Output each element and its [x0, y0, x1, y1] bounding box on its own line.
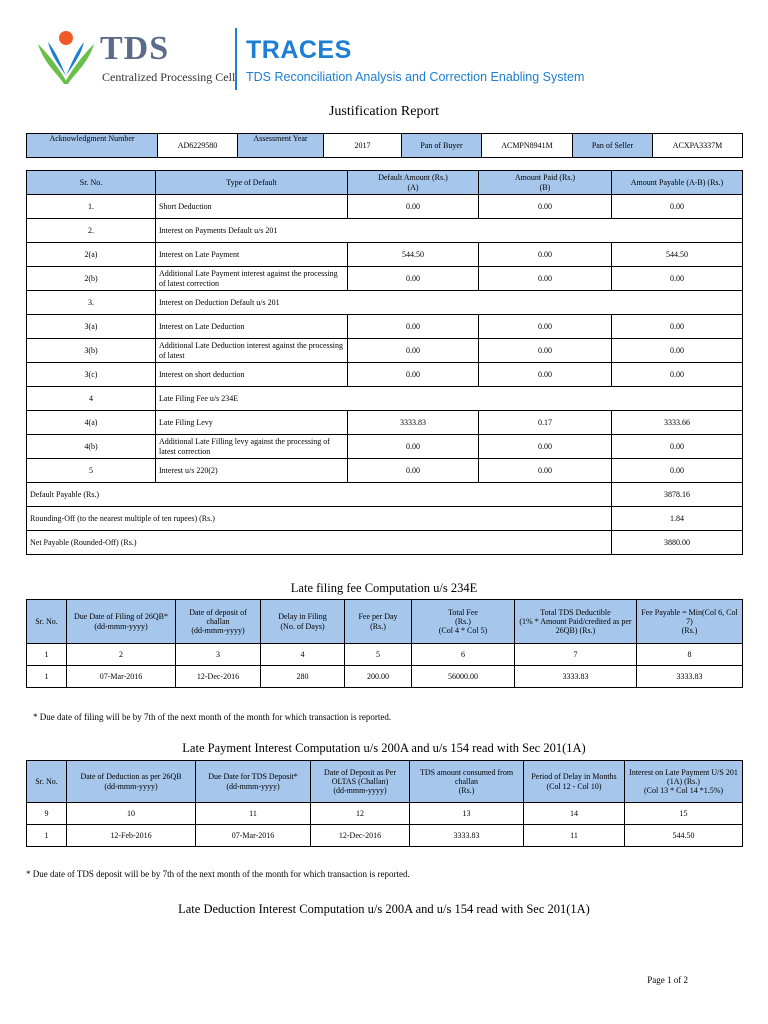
table-row	[27, 267, 743, 291]
column-number-cell: 11	[196, 803, 311, 825]
table-row	[27, 387, 743, 411]
table-row	[27, 666, 743, 688]
column-number-cell: 8	[637, 644, 743, 666]
default-amount-cell: 544.50	[348, 243, 479, 267]
pan-seller-value: ACXPA3337M	[653, 134, 743, 158]
sr-no-cell: 5	[27, 459, 156, 483]
amount-paid-cell: 0.00	[479, 339, 612, 363]
column-number-cell: 2	[67, 644, 176, 666]
lpi-cell: 12-Feb-2016	[67, 825, 196, 847]
sr-no-cell: 2(b)	[27, 267, 156, 291]
default-type-cell: Interest u/s 220(2)	[156, 459, 348, 483]
amount-paid-cell: 0.00	[479, 243, 612, 267]
assessment-year-value: 2017	[324, 134, 402, 158]
default-type-cell: Interest on Deduction Default u/s 201	[156, 291, 743, 315]
brand-title: TRACES	[246, 36, 352, 64]
default-summary-table	[26, 170, 743, 555]
column-header: Total TDS Deductible (1% * Amount Paid/credited as per 26QB) (Rs.)	[515, 600, 637, 644]
fee-cell: 1	[27, 666, 67, 688]
column-header: Fee per Day (Rs.)	[345, 600, 412, 644]
pan-buyer-label: Pan of Buyer	[402, 134, 482, 158]
fee-cell: 56000.00	[412, 666, 515, 688]
lpi-section-title: Late Payment Interest Computation u/s 200A and u/s 154 read with Sec 201(1A)	[182, 741, 586, 755]
default-type-cell: Interest on Late Deduction	[156, 315, 348, 339]
amount-paid-cell: 0.00	[479, 315, 612, 339]
total-value: 3880.00	[612, 531, 743, 555]
brand-subtitle: TDS Reconciliation Analysis and Correction Enabling System	[246, 70, 585, 84]
default-amount-cell: 3333.83	[348, 411, 479, 435]
column-number-cell: 13	[410, 803, 524, 825]
column-header: Due Date of Filing of 26QB* (dd-mmm-yyyy)	[67, 600, 176, 644]
default-type-cell: Interest on short deduction	[156, 363, 348, 387]
column-number-cell: 14	[524, 803, 625, 825]
fee-cell: 200.00	[345, 666, 412, 688]
amount-paid-cell: 0.00	[479, 195, 612, 219]
sr-no-cell: 3.	[27, 291, 156, 315]
column-number-cell: 7	[515, 644, 637, 666]
fee-footnote: * Due date of filing will be by 7th of the next month of the month for which transaction is reported.	[33, 712, 392, 722]
amount-payable-cell: 0.00	[612, 315, 743, 339]
amount-payable-cell: 0.00	[612, 435, 743, 459]
table-row	[27, 459, 743, 483]
amount-paid-cell: 0.00	[479, 363, 612, 387]
ack-number-value: AD6229580	[158, 134, 238, 158]
column-header: Amount Paid (Rs.) (B)	[479, 171, 612, 195]
fee-cell: 3333.83	[515, 666, 637, 688]
column-header: Sr. No.	[27, 761, 67, 803]
column-header: Due Date for TDS Deposit* (dd-mmm-yyyy)	[196, 761, 311, 803]
total-label: Default Payable (Rs.)	[27, 483, 612, 507]
amount-payable-cell: 544.50	[612, 243, 743, 267]
amount-payable-cell: 0.00	[612, 459, 743, 483]
lpi-cell: 544.50	[625, 825, 743, 847]
column-number-cell: 9	[27, 803, 67, 825]
table-row	[27, 363, 743, 387]
lpi-cell: 3333.83	[410, 825, 524, 847]
column-header: Sr. No.	[27, 171, 156, 195]
total-row	[27, 507, 743, 531]
amount-payable-cell: 0.00	[612, 195, 743, 219]
sr-no-cell: 2.	[27, 219, 156, 243]
fee-cell: 12-Dec-2016	[176, 666, 261, 688]
amount-paid-cell: 0.00	[479, 459, 612, 483]
table-row	[27, 339, 743, 363]
default-type-cell: Interest on Late Payment	[156, 243, 348, 267]
default-type-cell: Additional Late Payment interest against the processing of latest correction	[156, 267, 348, 291]
late-payment-interest-table	[26, 760, 743, 847]
column-number-row	[27, 803, 743, 825]
default-type-cell: Additional Late Deduction interest against the processing of latest	[156, 339, 348, 363]
lpi-cell: 07-Mar-2016	[196, 825, 311, 847]
page-number: Page 1 of 2	[647, 975, 688, 985]
column-header: TDS amount consumed from challan (Rs.)	[410, 761, 524, 803]
column-header: Sr. No.	[27, 600, 67, 644]
sr-no-cell: 4	[27, 387, 156, 411]
report-title: Justification Report	[328, 104, 440, 119]
header-divider	[235, 28, 237, 90]
total-row	[27, 483, 743, 507]
total-row	[27, 531, 743, 555]
ack-number-label: Acknowledgment Number	[27, 134, 158, 158]
column-header: Total Fee (Rs.) (Col 4 * Col 5)	[412, 600, 515, 644]
sr-no-cell: 3(a)	[27, 315, 156, 339]
default-amount-cell: 0.00	[348, 363, 479, 387]
default-amount-cell: 0.00	[348, 435, 479, 459]
lpi-cell: 12-Dec-2016	[311, 825, 410, 847]
fee-cell: 3333.83	[637, 666, 743, 688]
table-row	[27, 411, 743, 435]
column-header: Fee Payable = Min(Col 6, Col 7) (Rs.)	[637, 600, 743, 644]
column-header: Type of Default	[156, 171, 348, 195]
table-row	[27, 291, 743, 315]
table-row	[27, 825, 743, 847]
column-number-cell: 4	[261, 644, 345, 666]
amount-paid-cell: 0.00	[479, 435, 612, 459]
column-header: Amount Payable (A-B) (Rs.)	[612, 171, 743, 195]
acknowledgment-table	[26, 133, 743, 158]
sr-no-cell: 2(a)	[27, 243, 156, 267]
table-row	[27, 243, 743, 267]
amount-paid-cell: 0.00	[479, 267, 612, 291]
column-number-row	[27, 644, 743, 666]
column-number-cell: 1	[27, 644, 67, 666]
amount-payable-cell: 0.00	[612, 267, 743, 291]
pan-seller-label: Pan of Seller	[573, 134, 653, 158]
total-label: Rounding-Off (to the nearest multiple of ten rupees) (Rs.)	[27, 507, 612, 531]
sr-no-cell: 4(b)	[27, 435, 156, 459]
column-header: Default Amount (Rs.) (A)	[348, 171, 479, 195]
sr-no-cell: 1.	[27, 195, 156, 219]
column-number-cell: 6	[412, 644, 515, 666]
column-number-cell: 15	[625, 803, 743, 825]
table-row	[27, 435, 743, 459]
column-header: Period of Delay in Months (Col 12 - Col 10)	[524, 761, 625, 803]
lpi-cell: 1	[27, 825, 67, 847]
default-amount-cell: 0.00	[348, 459, 479, 483]
default-type-cell: Additional Late Filling levy against the processing of latest correction	[156, 435, 348, 459]
amount-paid-cell: 0.17	[479, 411, 612, 435]
lpi-cell: 11	[524, 825, 625, 847]
pan-buyer-value: ACMPN8941M	[482, 134, 573, 158]
default-amount-cell: 0.00	[348, 339, 479, 363]
sr-no-cell: 3(c)	[27, 363, 156, 387]
fee-cell: 07-Mar-2016	[67, 666, 176, 688]
column-header: Date of deposit of challan (dd-mmm-yyyy)	[176, 600, 261, 644]
table-row	[27, 219, 743, 243]
lpi-footnote: * Due date of TDS deposit will be by 7th of the next month of the month for which transaction is reported.	[26, 869, 410, 879]
column-number-cell: 3	[176, 644, 261, 666]
logo-subtitle: Centralized Processing Cell	[102, 70, 236, 84]
default-type-cell: Short Deduction	[156, 195, 348, 219]
default-type-cell: Interest on Payments Default u/s 201	[156, 219, 743, 243]
logo-title: TDS	[100, 30, 170, 67]
table-row	[27, 195, 743, 219]
column-header: Delay in Filing (No. of Days)	[261, 600, 345, 644]
default-amount-cell: 0.00	[348, 315, 479, 339]
sr-no-cell: 3(b)	[27, 339, 156, 363]
table-row	[27, 315, 743, 339]
column-header: Date of Deposit as Per OLTAS (Challan) (dd-mmm-yyyy)	[311, 761, 410, 803]
default-type-cell: Late Filing Levy	[156, 411, 348, 435]
amount-payable-cell: 0.00	[612, 363, 743, 387]
column-number-cell: 12	[311, 803, 410, 825]
amount-payable-cell: 3333.66	[612, 411, 743, 435]
assessment-year-label: Assessment Year	[238, 134, 324, 158]
fee-cell: 280	[261, 666, 345, 688]
default-amount-cell: 0.00	[348, 195, 479, 219]
total-label: Net Payable (Rounded-Off) (Rs.)	[27, 531, 612, 555]
amount-payable-cell: 0.00	[612, 339, 743, 363]
ldi-section-title: Late Deduction Interest Computation u/s 200A and u/s 154 read with Sec 201(1A)	[178, 902, 590, 916]
column-header: Date of Deduction as per 26QB (dd-mmm-yyyy)	[67, 761, 196, 803]
column-number-cell: 5	[345, 644, 412, 666]
column-header: Interest on Late Payment U/S 201 (1A) (Rs.) (Col 13 * Col 14 *1.5%)	[625, 761, 743, 803]
tds-emblem-icon	[38, 31, 94, 84]
default-type-cell: Late Filing Fee u/s 234E	[156, 387, 743, 411]
default-amount-cell: 0.00	[348, 267, 479, 291]
sr-no-cell: 4(a)	[27, 411, 156, 435]
column-number-cell: 10	[67, 803, 196, 825]
total-value: 1.84	[612, 507, 743, 531]
fee-section-title: Late filing fee Computation u/s 234E	[290, 581, 478, 595]
total-value: 3878.16	[612, 483, 743, 507]
late-filing-fee-table	[26, 599, 743, 688]
